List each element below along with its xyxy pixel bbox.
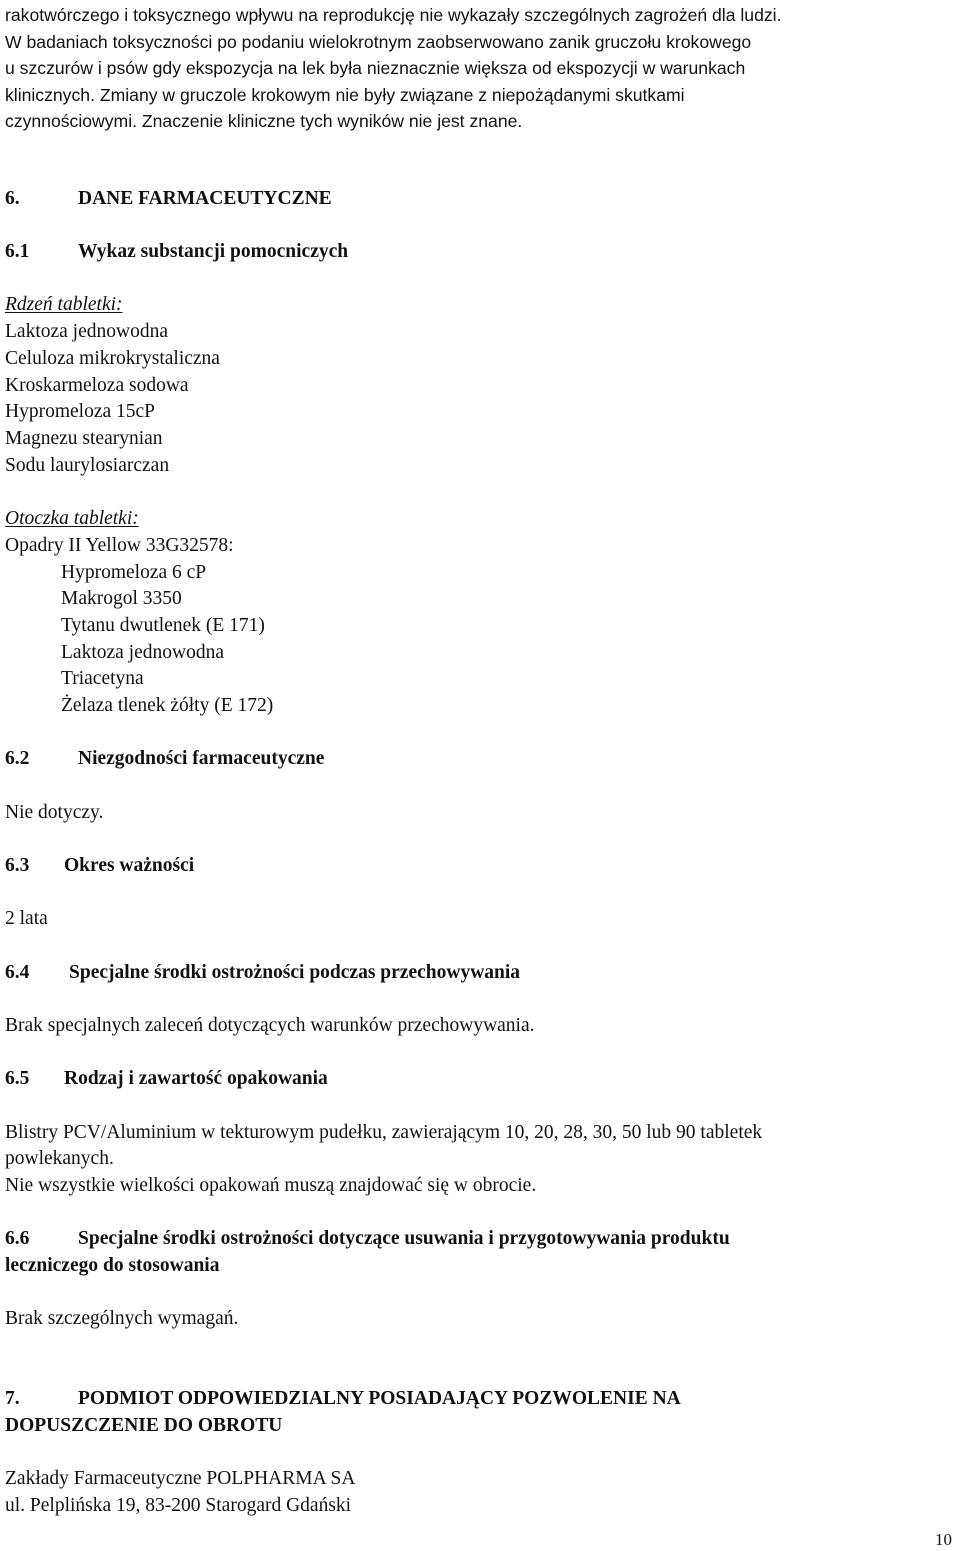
core-item: Magnezu stearynian <box>5 428 163 449</box>
section-title: Niezgodności farmaceutyczne <box>78 748 325 769</box>
intro-line: rakotwórczego i toksycznego wpływu na reprodukcję nie wykazały szczególnych zagrożeń dla ludzi. <box>5 5 782 25</box>
core-label: Rdzeń tabletki: <box>5 294 123 315</box>
section-title: DANE FARMACEUTYCZNE <box>78 188 332 209</box>
section-number: 6.3 <box>5 855 30 876</box>
section-6-5-heading <box>5 1066 328 1092</box>
coating-product: Opadry II Yellow 33G32578: <box>5 535 234 556</box>
core-item: Sodu laurylosiarczan <box>5 455 170 476</box>
section-6-heading <box>5 186 332 212</box>
section-6-1-heading <box>5 239 348 265</box>
coating-label: Otoczka tabletki: <box>5 508 139 529</box>
section-title: Okres ważności <box>64 855 195 876</box>
section-number: 6.6 <box>5 1228 30 1249</box>
section-6-6-heading <box>5 1226 730 1252</box>
section-text: Nie wszystkie wielkości opakowań muszą znajdować się w obrocie. <box>5 1175 537 1196</box>
coating-item: Triacetyna <box>61 668 144 689</box>
section-title: Wykaz substancji pomocniczych <box>78 241 349 262</box>
coating-item: Makrogol 3350 <box>61 588 182 609</box>
section-6-2-heading <box>5 746 324 772</box>
section-title: PODMIOT ODPOWIEDZIALNY POSIADAJĄCY POZWOLENIE NA <box>78 1388 681 1409</box>
core-item: Hypromeloza 15cP <box>5 401 156 422</box>
section-title-continued: DOPUSZCZENIE DO OBROTU <box>5 1415 283 1436</box>
section-text: Nie dotyczy. <box>5 802 104 823</box>
section-title-continued: leczniczego do stosowania <box>5 1255 220 1276</box>
section-title: Specjalne środki ostrożności podczas przechowywania <box>69 962 521 983</box>
section-text: Brak specjalnych zaleceń dotyczących warunków przechowywania. <box>5 1015 535 1036</box>
coating-item: Laktoza jednowodna <box>61 642 224 663</box>
company-name: Zakłady Farmaceutyczne POLPHARMA SA <box>5 1468 356 1489</box>
coating-item: Żelaza tlenek żółty (E 172) <box>61 695 274 716</box>
coating-item: Hypromeloza 6 cP <box>61 562 207 583</box>
core-item: Celuloza mikrokrystaliczna <box>5 348 220 369</box>
section-number: 7. <box>5 1388 20 1409</box>
section-text: Brak szczególnych wymagań. <box>5 1308 239 1329</box>
section-number: 6. <box>5 188 20 209</box>
core-item: Kroskarmeloza sodowa <box>5 375 189 396</box>
section-6-4-heading <box>5 960 520 986</box>
core-item: Laktoza jednowodna <box>5 321 168 342</box>
section-number: 6.1 <box>5 241 30 262</box>
intro-line: W badaniach toksyczności po podaniu wielokrotnym zaobserwowano zanik gruczołu krokowego <box>5 32 752 52</box>
section-number: 6.4 <box>5 962 30 983</box>
section-7-heading <box>5 1386 681 1412</box>
intro-line: klinicznych. Zmiany w gruczole krokowym nie były związane z niepożądanymi skutkami <box>5 85 685 105</box>
section-title: Specjalne środki ostrożności dotyczące usuwania i przygotowywania produktu <box>78 1228 730 1249</box>
section-title: Rodzaj i zawartość opakowania <box>64 1068 328 1089</box>
section-number: 6.5 <box>5 1068 30 1089</box>
intro-line: u szczurów i psów gdy ekspozycja na lek była nieznacznie większa od ekspozycji w warunkach <box>5 58 746 78</box>
company-address: ul. Pelplińska 19, 83-200 Starogard Gdański <box>5 1495 352 1516</box>
section-text: powlekanych. <box>5 1148 114 1169</box>
section-6-3-heading <box>5 853 194 879</box>
section-text: 2 lata <box>5 908 48 929</box>
section-text: Blistry PCV/Aluminium w tekturowym pudełku, zawierającym 10, 20, 28, 30, 50 lub 90 tabletek <box>5 1122 763 1143</box>
section-number: 6.2 <box>5 748 30 769</box>
coating-item: Tytanu dwutlenek (E 171) <box>61 615 265 636</box>
page-number: 10 <box>935 1530 952 1549</box>
intro-line: czynnościowymi. Znaczenie kliniczne tych wyników nie jest znane. <box>5 111 523 131</box>
